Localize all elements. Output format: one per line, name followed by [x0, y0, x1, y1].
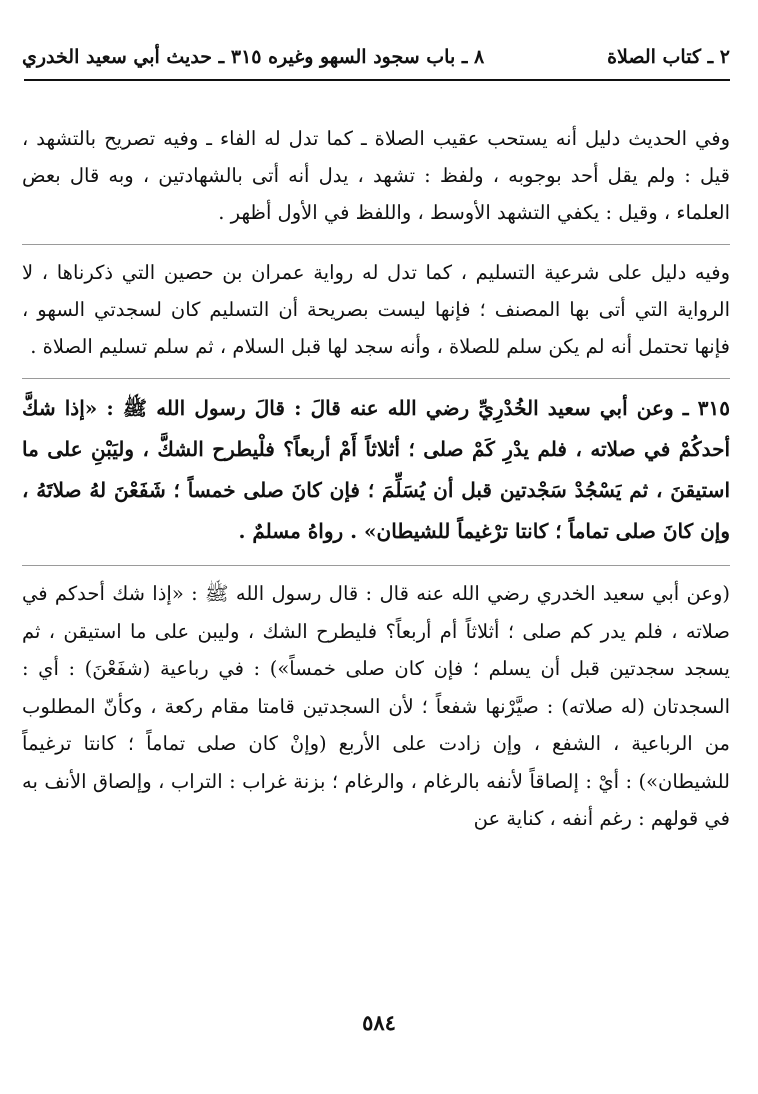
header-rule	[24, 79, 730, 81]
header-chapter-title: ٢ ـ كتاب الصلاة	[607, 46, 730, 68]
paragraph-tasleem-commentary: وفيه دليل على شرعية التسليم ، كما تدل له رواية عمران بن حصين التي ذكرناها ، لا الرواية التي أتى بها المصنف ؛ فإنها ليست بصريحة أن التسليم كان لسجدتي السهو ، فإنها تحتمل أنه لم يكن سلم للصلاة ، وأنه سجد لها قبل السلام ، ثم سلم تسليم الصلاة .	[22, 261, 730, 358]
hadith-315-text: ٣١٥ ـ وعن أبي سعيد الخُدْرِيِّ رضي الله عنه قالَ : قالَ رسول الله ﷺ : «إذا شكَّ أحدكُمْ في صلاته ، فلم يدْرِ كَمْ صلى ؛ أثلاثاً أَمْ أربعاً؟ فلْيطرح الشكَّ ، وليَبْنِ على ما استيقنَ ، ثم يَسْجُدْ سَجْدتين قبل أن يُسَلِّمَ ؛ فإن كانَ صلى خمساً ؛ شَفَعْنَ لهُ صلاتَهُ ، وإن كانَ صلى تماماً ؛ كانتا ترْغيماً للشيطان» . رواهُ مسلمٌ .	[22, 396, 730, 543]
hadith-315-commentary: (وعن أبي سعيد الخدري رضي الله عنه قال : قال رسول الله ﷺ : «إذا شك أحدكم في صلاته ، فلم يدر كم صلى ؛ أثلاثاً أم أربعاً؟ فليطرح الشك ، وليبن على ما استيقن ، ثم يسجد سجدتين قبل أن يسلم ؛ فإن كان صلى خمساً») : في رباعية (شفَعْنَ) : أي : السجدتان (له صلاته) : صيَّرْنها شفعاً ؛ لأن السجدتين قامتا مقام ركعة ، وكأنّ المطلوب من الرباعية ، الشفع ، وإن زادت على الأربع (وإنْ كان صلى تماماً ؛ كانتا ترغيماً للشيطان») : أيْ : إلصاقاً لأنفه بالرغام ، والرغام ؛ بزنة غراب : التراب ، وإلصاق الأنف به في قولهم : رغم أنفه ، كناية عن	[22, 582, 730, 830]
header-section-title: ٨ ـ باب سجود السهو وغيره ٣١٥ ـ حديث أبي سعيد الخدري	[22, 46, 485, 68]
body-text	[22, 120, 730, 851]
running-header	[22, 40, 730, 74]
paragraph-divider	[22, 565, 730, 566]
paragraph-divider	[22, 244, 730, 245]
paragraph-divider	[22, 378, 730, 379]
paragraph-tashahhud-commentary: وفي الحديث دليل أنه يستحب عقيب الصلاة ـ كما تدل له الفاء ـ وفيه تصريح بالتشهد ، قيل : ولم يقل أحد بوجوبه ، ولفظ : تشهد ، يدل أنه أتى بالشهادتين ، وبه قال بعض العلماء ، وقيل : يكفي التشهد الأوسط ، واللفظ في الأول أظهر .	[22, 127, 730, 224]
page-number: ٥٨٤	[362, 1010, 396, 1035]
